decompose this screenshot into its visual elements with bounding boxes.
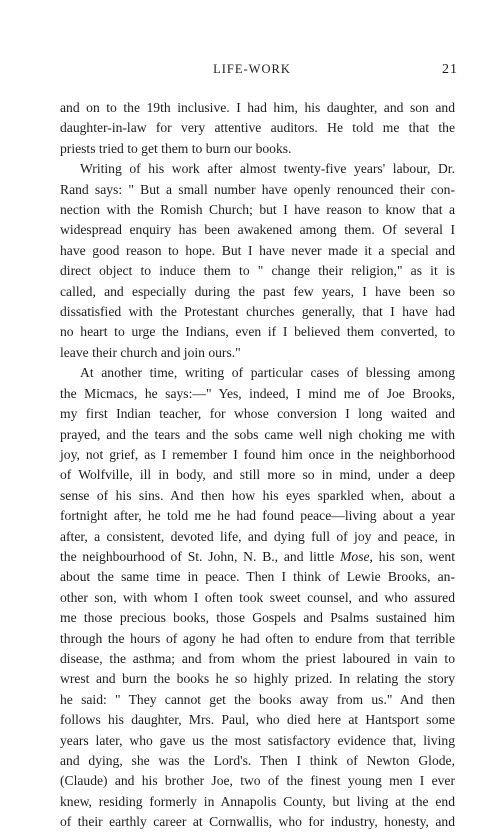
text-line: other son, with whom I often took sweet counsel, and who assured [60,589,455,605]
text-line: fortnight after, he told me he had found peace—living about a year [60,508,455,524]
text-line: years later, who gave us the most satisfactory evidence that, living [60,732,455,748]
text-line: prayed, and the tears and the sobs came well nigh choking me with [60,426,455,442]
text-line: of Wolfville, ill in body, and still more so in mind, under a deep [60,467,455,483]
text-line: At another time, writing of particular cases of blessing among [80,365,455,381]
paragraph [60,363,455,832]
text-line: about the same time in peace. Then I think of Lewie Brooks, an- [60,569,455,585]
italic-name: Mose [340,548,370,564]
text-line: daughter-in-law for very attentive auditors. He told me that the [60,120,455,136]
text-line: direct object to induce them to " change their religion," as it is [60,263,455,279]
text-line: he said: " They cannot get the books away from us." And then [60,691,455,707]
text-line: dissatisfied with the Protestant churches generally, that I have had [60,304,455,320]
text-line: and dying, she was the Lord's. Then I think of Newton Glode, [60,753,455,768]
body-text [60,98,455,833]
page-number: 21 [442,62,458,77]
text-line: Rand says: " But a small number have openly renounced their con- [60,181,455,197]
running-head [0,62,504,82]
text-line: no heart to urge the Indians, even if I believed them converted, to [60,324,455,340]
text-line: disease, the asthma; and from whom the priest laboured in vain to [60,650,455,666]
text-line: (Claude) and his brother Joe, two of the finest young men I ever [60,773,455,789]
text-line: after, a consistent, devoted life, and dying full of joy and peace, in [60,528,455,544]
text-line: called, and especially during the past few years, I have been so [60,283,455,299]
text-line: the Micmacs, he says:—" Yes, indeed, I mind me of Joe Brooks, [60,385,455,401]
text-line: joy, not grief, as I remember I found him once in the neighborhood [60,446,455,462]
text-line: have good reason to hope. But I have never made it a special and [60,242,455,258]
text-line: me those precious books, those Gospels and Psalms sustained him [60,610,455,626]
text-segment: , his son, went [369,548,455,564]
running-title: LIFE-WORK [213,62,291,76]
text-line: and on to the 19th inclusive. I had him, his daughter, and son and [60,100,455,115]
text-segment: the neighbourhood of St. John, N. B., and little [60,548,341,564]
text-line: nection with the Romish Church; but I have reason to know that a [60,202,455,218]
text-line: wrest and burn the books he so highly prized. In relating the story [60,671,455,687]
text-line: sense of his sins. And then how his eyes sparkled when, about a [60,487,455,503]
text-line: of their earthly career at Cornwallis, who for industry, honesty, and [60,814,455,830]
text-line: widespread enquiry has been awakened among them. Of several I [60,222,455,238]
paragraph [60,98,455,159]
text-line: through the hours of agony he had often to endure from that terrible [60,630,455,646]
paragraph [60,159,455,363]
text-line: knew, residing formerly in Annapolis County, but living at the end [60,793,455,809]
text-line: leave their church and join ours." [60,344,241,360]
text-line: priests tried to get them to burn our books. [60,140,292,156]
text-line: my first Indian teacher, for whose conversion I long waited and [60,406,455,422]
text-line: Writing of his work after almost twenty-five years' labour, Dr. [80,161,455,177]
text-line: follows his daughter, Mrs. Paul, who died here at Hantsport some [60,712,455,728]
text-line-with-italic [60,547,455,567]
